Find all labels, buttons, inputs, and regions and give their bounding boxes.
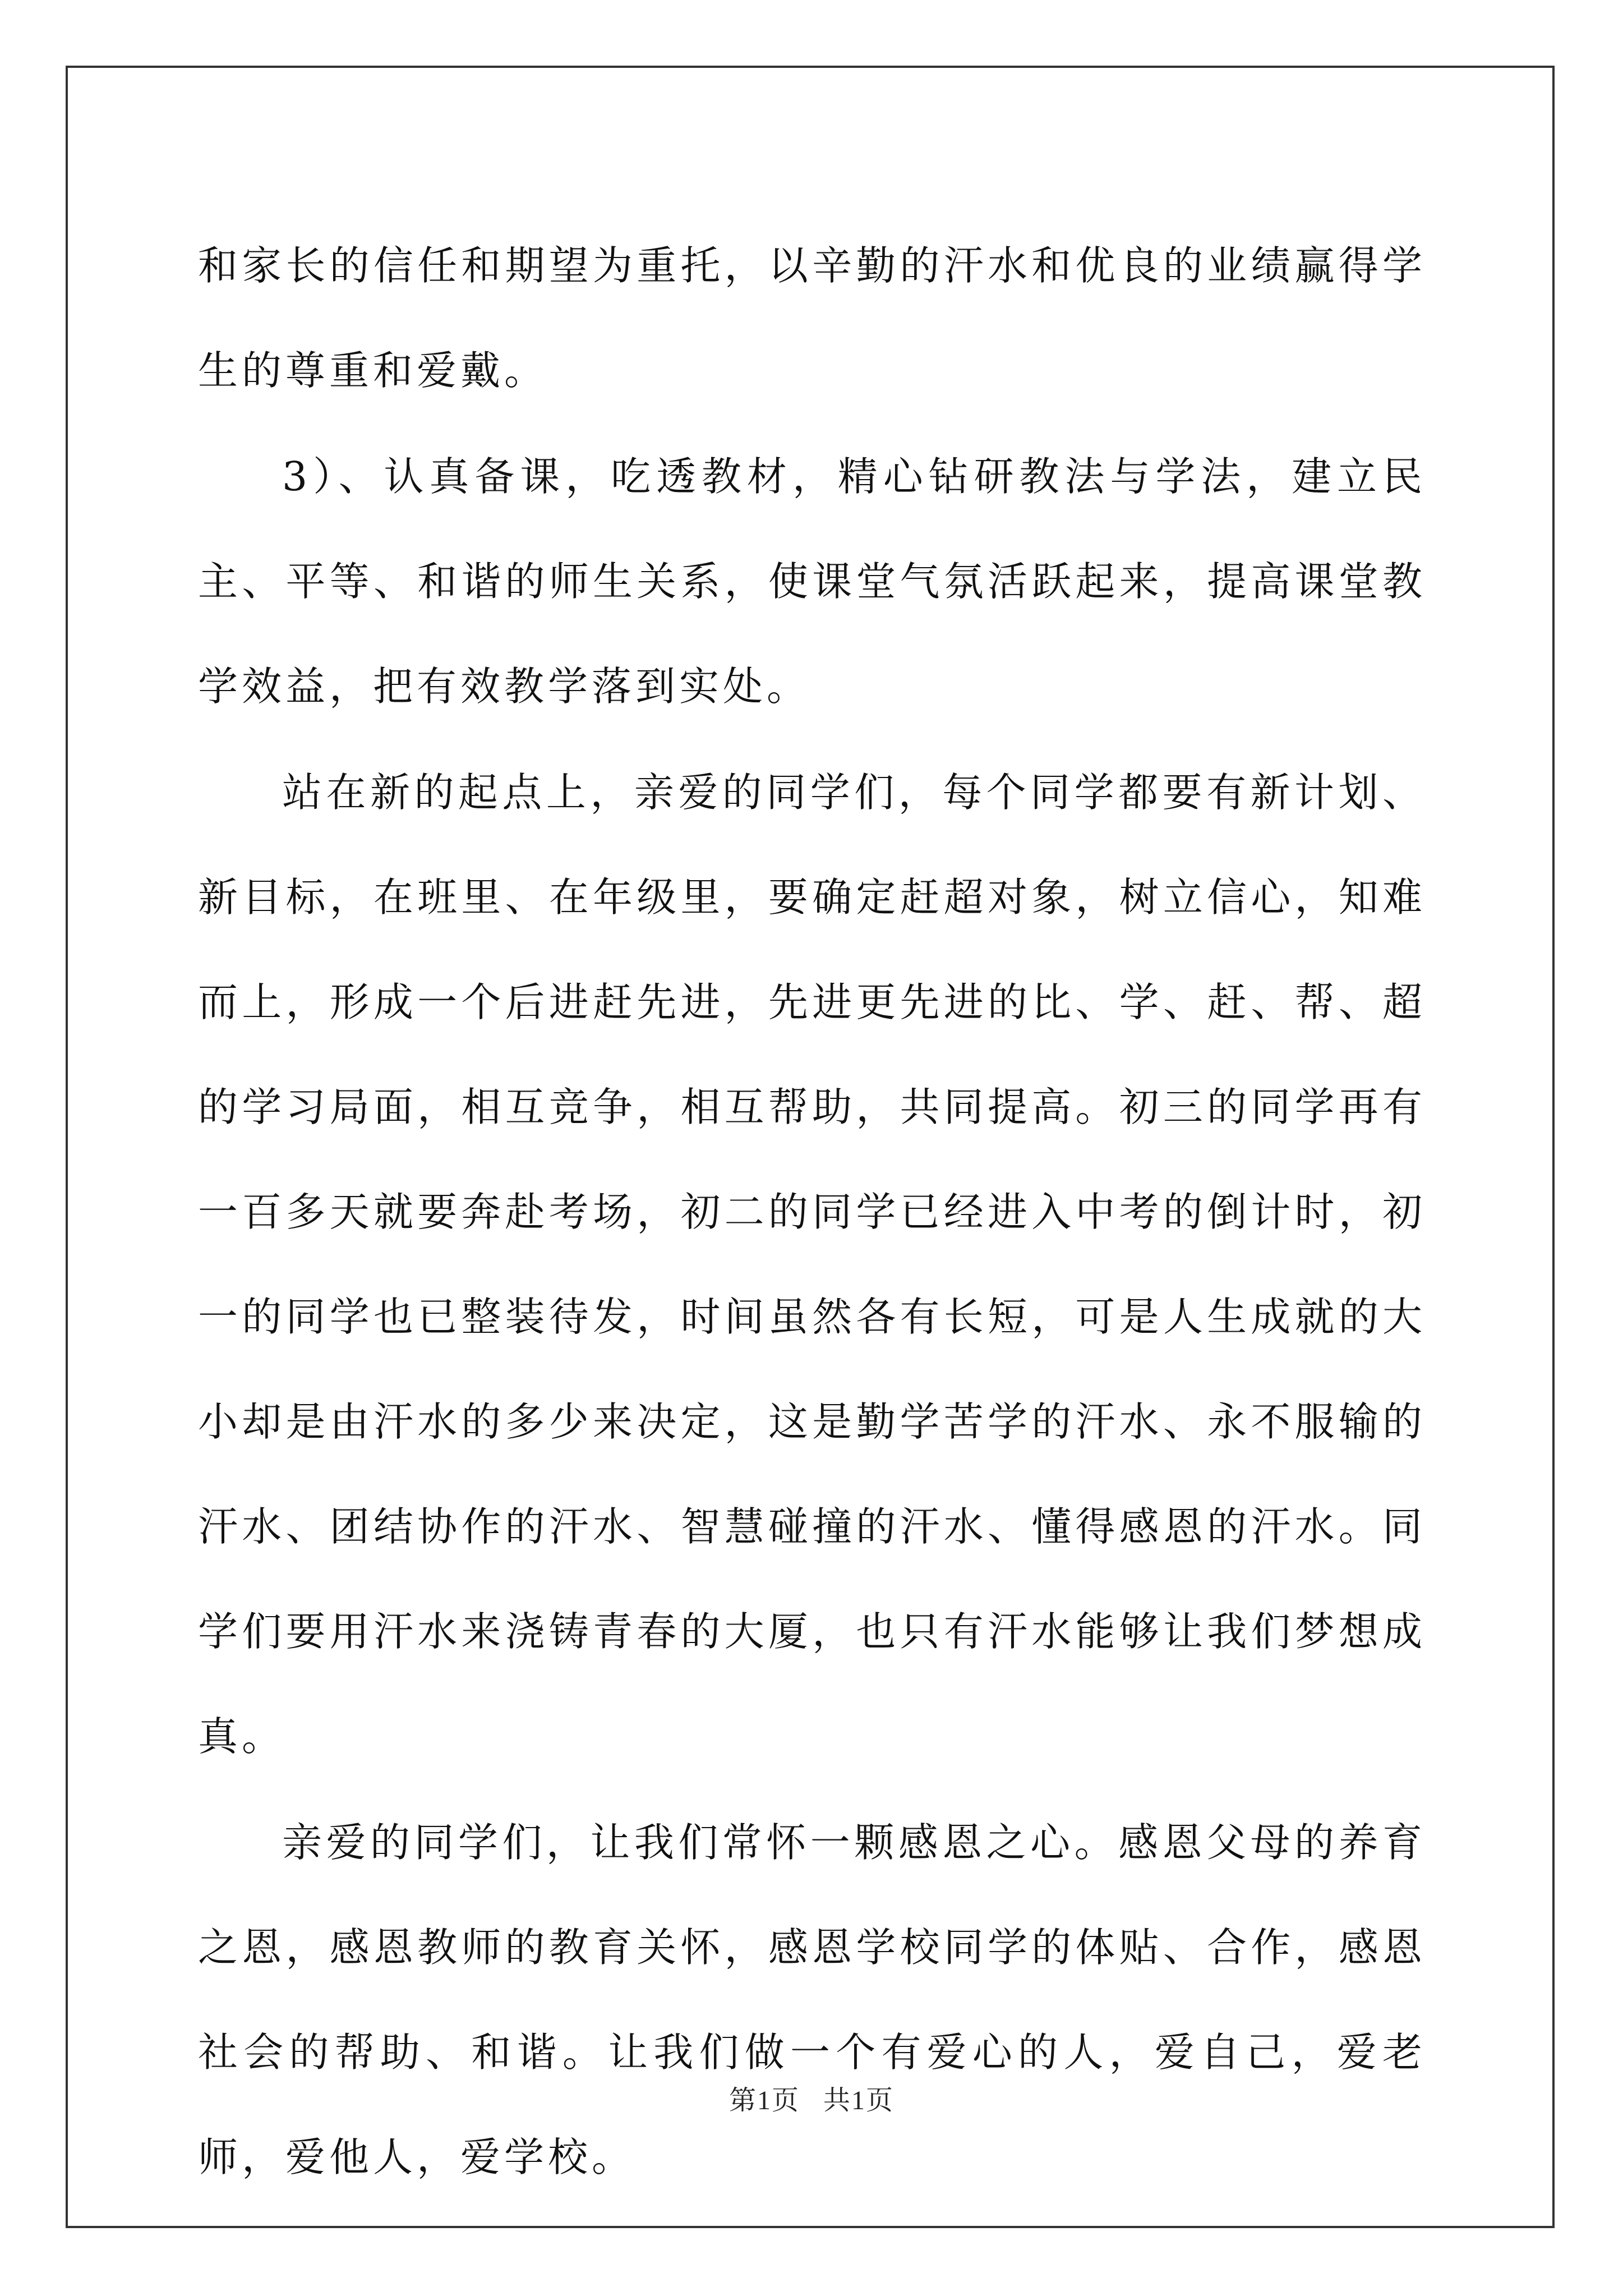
paragraph: 亲爱的同学们，让我们常怀一颗感恩之心。感恩父母的养育之恩，感恩教师的教育关怀，感恩学校同学的体贴、合作，感恩社会的帮助、和谐。让我们做一个有爱心的人，爱自己，爱老师，爱他人，爱学校。 <box>198 1819 1426 2180</box>
page-footer <box>0 2078 1623 2117</box>
document-body <box>198 213 1426 2211</box>
page-number: 第1页 <box>728 2086 800 2115</box>
paragraph: 站在新的起点上，亲爱的同学们，每个同学都要有新计划、新目标，在班里、在年级里，要确定赶超对象，树立信心，知难而上，形成一个后进赶先进，先进更先进的比、学、赶、帮、超的学习局面，相互竞争，相互帮助，共同提高。初三的同学再有一百多天就要奔赴考场，初二的同学已经进入中考的倒计时，初一的同学也已整装待发，时间虽然各有长短，可是人生成就的大小却是由汗水的多少来决定，这是勤学苦学的汗水、永不服输的汗水、团结协作的汗水、智慧碰撞的汗水、懂得感恩的汗水。同学们要用汗水来浇铸青春的大厦，也只有汗水能够让我们梦想成真。 <box>198 769 1426 1760</box>
page-total: 共1页 <box>823 2086 895 2115</box>
paragraph: 和家长的信任和期望为重托，以辛勤的汗水和优良的业绩赢得学生的尊重和爱戴。 <box>198 242 1426 394</box>
paragraph: 3）、认真备课，吃透教材，精心钻研教法与学法，建立民主、平等、和谐的师生关系，使课堂气氛活跃起来，提高课堂教学效益，把有效教学落到实处。 <box>198 453 1426 710</box>
